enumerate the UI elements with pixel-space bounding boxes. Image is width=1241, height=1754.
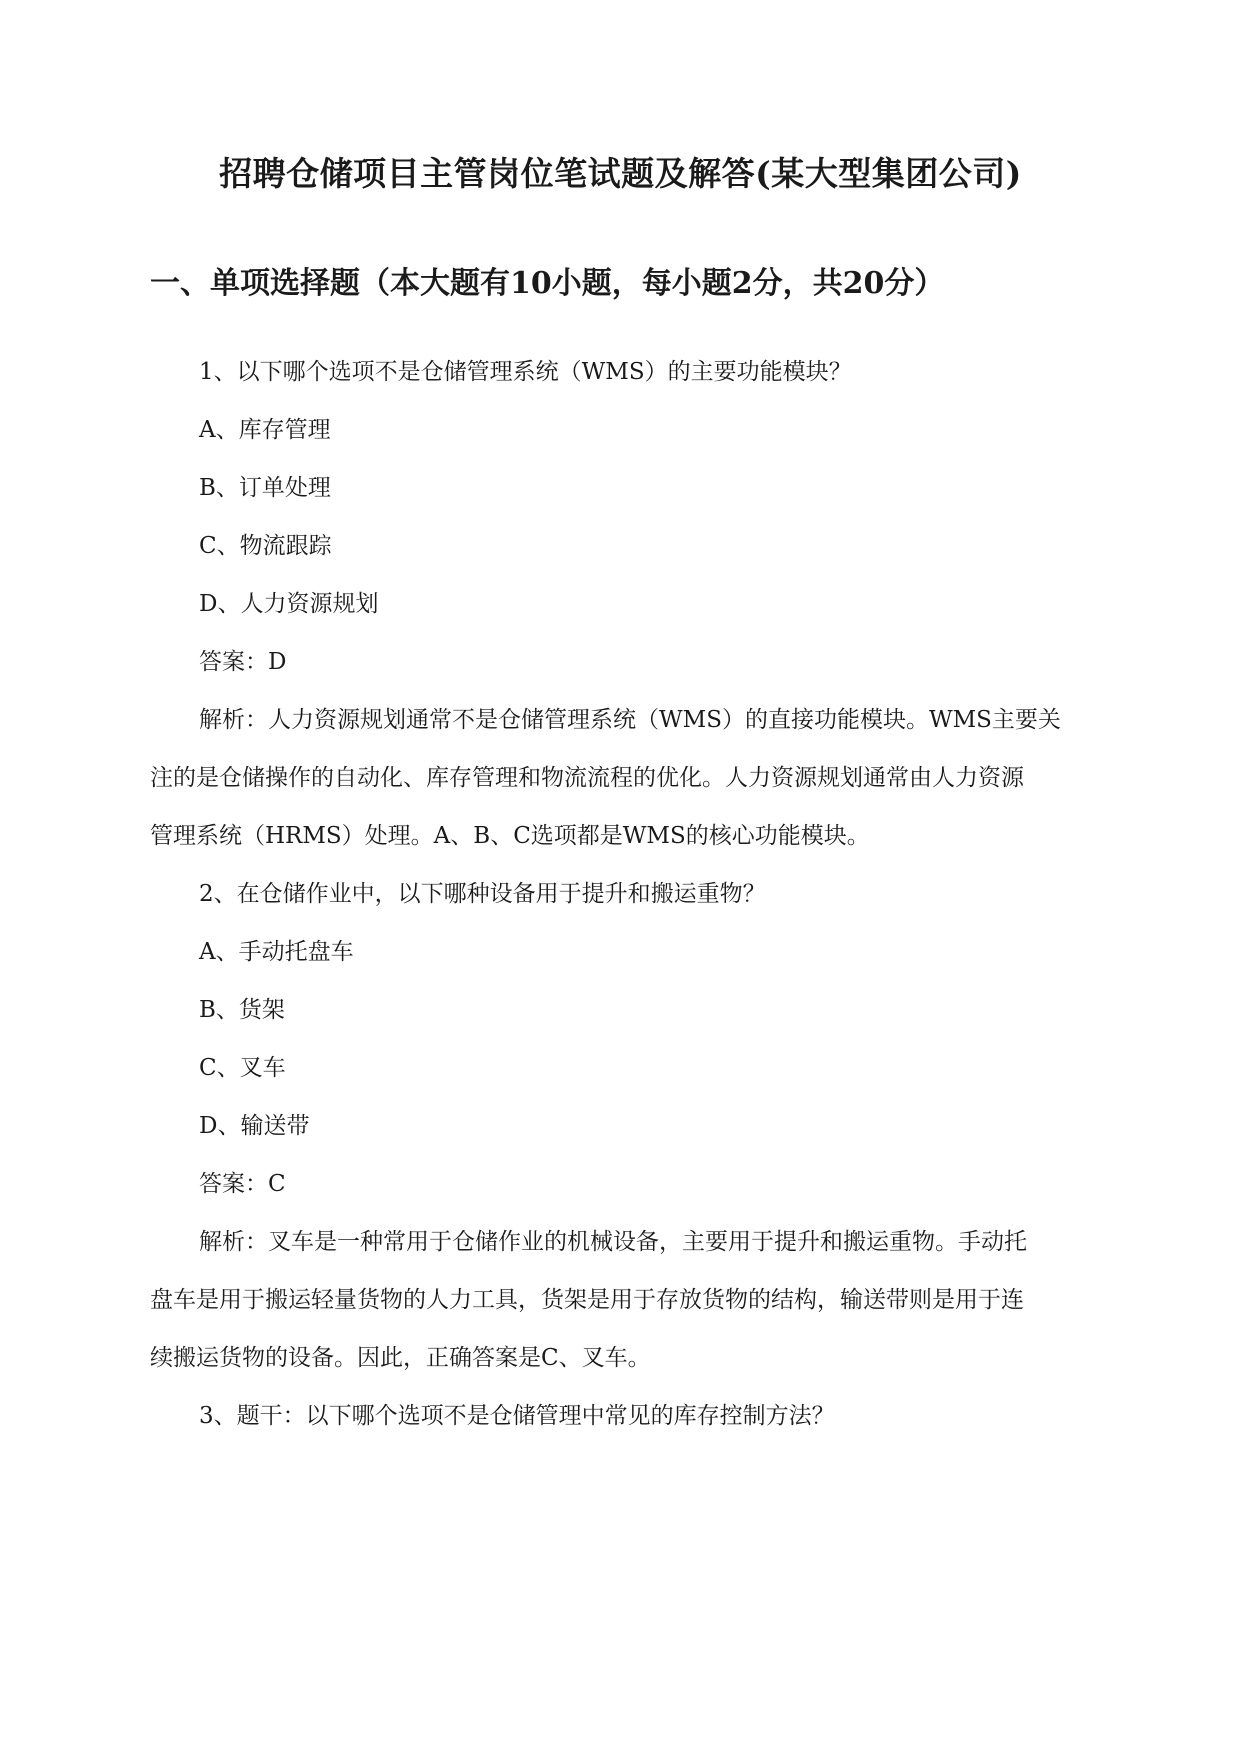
- question-1-answer: 答案：D: [199, 649, 287, 675]
- question-2-analysis-line-2: 盘车是用于搬运轻量货物的人力工具，货架是用于存放货物的结构，输送带则是用于连: [150, 1287, 1024, 1313]
- question-2-option-c: C、叉车: [199, 1055, 286, 1081]
- question-2-option-a: A、手动托盘车: [199, 939, 354, 965]
- question-1-option-c: C、物流跟踪: [199, 533, 332, 559]
- question-2-analysis-line-1: 解析：叉车是一种常用于仓储作业的机械设备，主要用于提升和搬运重物。手动托: [199, 1229, 1027, 1255]
- document-title: 招聘仓储项目主管岗位笔试题及解答(某大型集团公司): [219, 154, 1022, 193]
- section-heading: 一、单项选择题（本大题有10小题，每小题2分，共20分）: [150, 266, 945, 301]
- question-2-stem: 2、在仓储作业中，以下哪种设备用于提升和搬运重物？: [199, 881, 766, 907]
- question-1-analysis-line-3: 管理系统（HRMS）处理。A、B、C选项都是WMS的核心功能模块。: [150, 823, 870, 849]
- question-1-option-a: A、库存管理: [199, 417, 331, 443]
- question-2-analysis-line-3: 续搬运货物的设备。因此，正确答案是C、叉车。: [150, 1345, 651, 1371]
- question-2-option-d: D、输送带: [199, 1113, 310, 1139]
- question-1-analysis-line-1: 解析：人力资源规划通常不是仓储管理系统（WMS）的直接功能模块。WMS主要关: [199, 707, 1061, 733]
- question-3-stem: 3、题干：以下哪个选项不是仓储管理中常见的库存控制方法？: [199, 1403, 835, 1429]
- question-2-option-b: B、货架: [199, 997, 285, 1023]
- question-1-analysis-line-2: 注的是仓储操作的自动化、库存管理和物流流程的优化。人力资源规划通常由人力资源: [150, 765, 1024, 791]
- question-1-option-b: B、订单处理: [199, 475, 331, 501]
- question-1-option-d: D、人力资源规划: [199, 591, 379, 617]
- question-2-answer: 答案：C: [199, 1171, 286, 1197]
- question-1-stem: 1、以下哪个选项不是仓储管理系统（WMS）的主要功能模块？: [199, 359, 852, 385]
